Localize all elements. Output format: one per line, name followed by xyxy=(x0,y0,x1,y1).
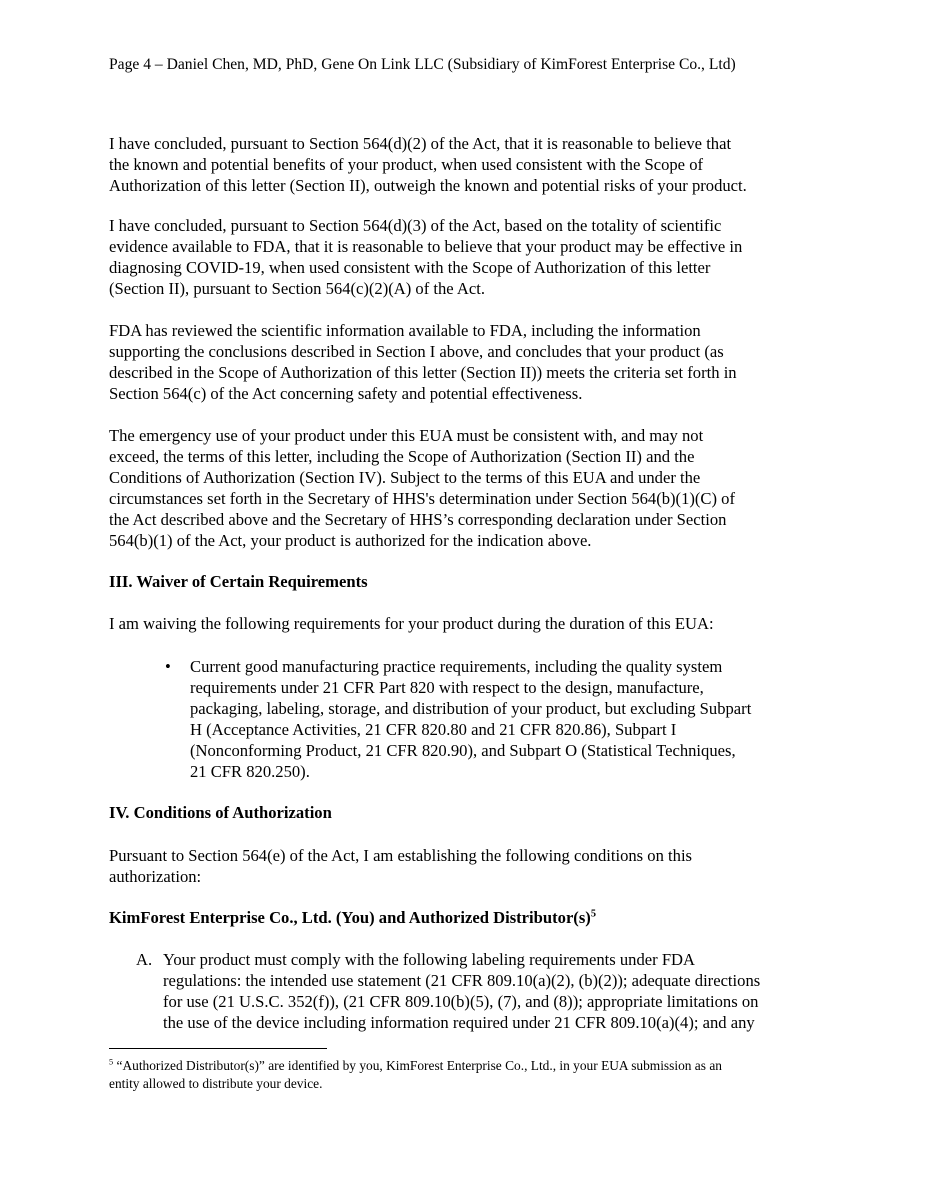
bullet-line: H (Acceptance Activities, 21 CFR 820.80 and 21 CFR 820.86), Subpart I xyxy=(190,720,677,739)
paragraph-line: the Act described above and the Secretary of HHS’s corresponding declaration under Section xyxy=(109,510,727,529)
paragraph-line: FDA has reviewed the scientific information available to FDA, including the information xyxy=(109,321,701,340)
bullet-marker: • xyxy=(165,657,171,676)
bullet-line: Current good manufacturing practice requirements, including the quality system xyxy=(190,657,723,676)
bullet-line: packaging, labeling, storage, and distribution of your product, but excluding Subpart xyxy=(190,699,752,718)
list-item-label: A. xyxy=(136,950,153,969)
list-line: regulations: the intended use statement (21 CFR 809.10(a)(2), (b)(2)); adequate directions xyxy=(163,971,761,990)
footnote-number: 5 xyxy=(109,1057,114,1067)
bullet-line: requirements under 21 CFR Part 820 with respect to the design, manufacture, xyxy=(190,678,704,697)
section-heading-waiver: III. Waiver of Certain Requirements xyxy=(109,572,368,591)
bullet-line: (Nonconforming Product, 21 CFR 820.90), and Subpart O (Statistical Techniques, xyxy=(190,741,736,760)
footnote-line: “Authorized Distributor(s)” are identified by you, KimForest Enterprise Co., Ltd., in your EUA submission as an xyxy=(113,1058,722,1073)
subheading-distributors xyxy=(109,907,829,928)
section-heading-conditions: IV. Conditions of Authorization xyxy=(109,803,332,822)
paragraph-line: 564(b)(1) of the Act, your product is authorized for the indication above. xyxy=(109,531,592,550)
list-line: Your product must comply with the following labeling requirements under FDA xyxy=(163,950,696,969)
footnote-divider xyxy=(109,1048,327,1049)
subheading-text: KimForest Enterprise Co., Ltd. (You) and Authorized Distributor(s) xyxy=(109,908,591,927)
paragraph-pursuant xyxy=(109,845,829,887)
paragraph-effectiveness xyxy=(109,215,829,299)
list-line: the use of the device including information required under 21 CFR 809.10(a)(4); and any xyxy=(163,1013,755,1032)
paragraph-line: described in the Scope of Authorization of this letter (Section II)) meets the criteria set forth in xyxy=(109,363,737,382)
footnote-line: entity allowed to distribute your device. xyxy=(109,1076,323,1091)
paragraph-line: diagnosing COVID-19, when used consistent with the Scope of Authorization of this letter xyxy=(109,258,711,277)
paragraph-line: I have concluded, pursuant to Section 564(d)(2) of the Act, that it is reasonable to believe that xyxy=(109,134,732,153)
paragraph-line: Conditions of Authorization (Section IV). Subject to the terms of this EUA and under the xyxy=(109,468,701,487)
bullet-line: 21 CFR 820.250). xyxy=(190,762,310,781)
paragraph-line: (Section II), pursuant to Section 564(c)(2)(A) of the Act. xyxy=(109,279,486,298)
paragraph-line: The emergency use of your product under this EUA must be consistent with, and may not xyxy=(109,426,704,445)
paragraph-waiving: I am waiving the following requirements for your product during the duration of this EUA: xyxy=(109,614,714,633)
footnote xyxy=(109,1057,829,1093)
paragraph-line: Section 564(c) of the Act concerning safety and potential effectiveness. xyxy=(109,384,583,403)
paragraph-line: evidence available to FDA, that it is reasonable to believe that your product may be effective in xyxy=(109,237,743,256)
paragraph-line: supporting the conclusions described in Section I above, and concludes that your product (as xyxy=(109,342,724,361)
bullet-item-cgmp xyxy=(190,656,830,782)
paragraph-line: Pursuant to Section 564(e) of the Act, I am establishing the following conditions on this xyxy=(109,846,693,865)
paragraph-fda-review xyxy=(109,320,829,404)
paragraph-line: the known and potential benefits of your product, when used consistent with the Scope of xyxy=(109,155,704,174)
paragraph-benefits-risks xyxy=(109,133,829,196)
paragraph-line: circumstances set forth in the Secretary of HHS's determination under Section 564(b)(1)(C) of xyxy=(109,489,735,508)
list-item-labeling xyxy=(163,949,843,1033)
page-header: Page 4 – Daniel Chen, MD, PhD, Gene On Link LLC (Subsidiary of KimForest Enterprise Co., Ltd) xyxy=(109,56,736,73)
paragraph-line: I have concluded, pursuant to Section 564(d)(3) of the Act, based on the totality of scientific xyxy=(109,216,722,235)
paragraph-line: authorization: xyxy=(109,867,202,886)
paragraph-line: Authorization of this letter (Section II), outweigh the known and potential risks of your product. xyxy=(109,176,747,195)
paragraph-line: exceed, the terms of this letter, including the Scope of Authorization (Section II) and the xyxy=(109,447,695,466)
list-line: for use (21 U.S.C. 352(f)), (21 CFR 809.10(b)(5), (7), and (8)); appropriate limitations on xyxy=(163,992,759,1011)
paragraph-emergency-use xyxy=(109,425,829,551)
footnote-reference: 5 xyxy=(590,908,596,920)
